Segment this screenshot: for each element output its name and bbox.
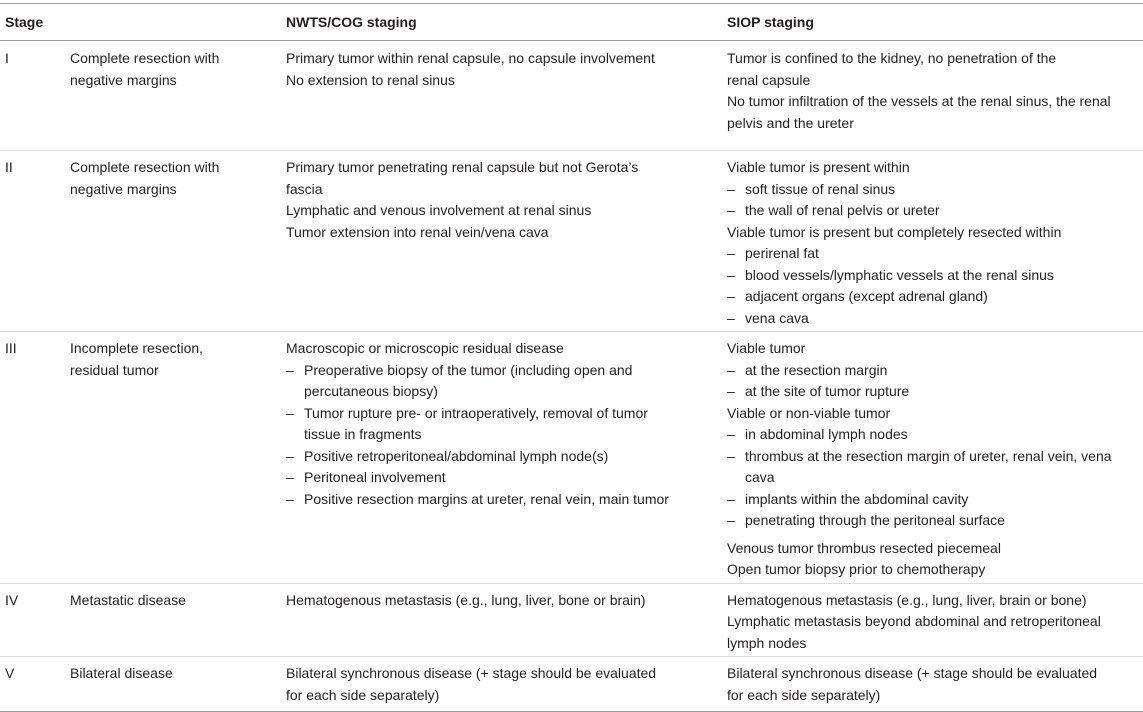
stage-number: III [5,340,17,356]
dash-icon: – [727,266,735,283]
text-line: Tumor is confined to the kidney, no penetration of the [727,50,1057,66]
bullet-item: – at the resection margin [727,360,1143,382]
bullet-item: – Tumor rupture pre- or intraoperatively, removal of tumor tissue in fragments [286,403,727,446]
header-nwts: NWTS/COG staging [286,14,417,30]
nwts-cell [285,151,727,332]
table-row [0,657,1143,712]
stage-number: V [5,665,15,681]
text-line: Lymphatic and venous involvement at renal sinus [286,202,592,218]
text-line: Viable tumor is present within [727,159,910,175]
stage-number: I [5,50,9,66]
text-line: Primary tumor penetrating renal capsule but not Gerota’s [286,159,639,175]
nwts-cell [285,657,727,712]
text-line: Bilateral disease [70,665,173,681]
text-line: Open tumor biopsy prior to chemotherapy [727,561,986,577]
bullet-item: – Preoperative biopsy of the tumor (including open and percutaneous biopsy) [286,360,727,403]
dash-icon: – [286,490,294,507]
text-line: fascia [286,180,323,197]
siop-cell [727,151,1143,332]
nwts-cell [285,332,727,584]
dash-icon: – [727,202,735,218]
text-line: No extension to renal sinus [286,71,455,88]
dash-icon: – [727,383,735,399]
dash-icon: – [727,309,735,326]
stage-description [66,657,285,712]
nwts-cell [285,583,727,657]
text-line: Metastatic disease [70,591,186,608]
dash-icon: – [727,490,735,507]
dash-icon: – [286,361,294,378]
text-line: lymph nodes [727,634,807,651]
stage-description [66,583,285,657]
siop-cell [727,583,1143,657]
text-line: Tumor extension into renal vein/vena cava [286,223,549,240]
bullet-item: – blood vessels/lymphatic vessels at the renal sinus [727,265,1143,287]
text-line: Complete resection with [70,159,220,175]
dash-icon: – [727,180,735,197]
text-line: Hematogenous metastasis (e.g., lung, liver, brain or bone) [727,591,1087,608]
text-line: pelvis and the ureter [727,114,854,131]
bullet-item: – Peritoneal involvement [286,467,727,489]
dash-icon: – [727,447,735,464]
dash-icon: – [727,426,735,442]
text-line: Viable tumor [727,340,806,356]
text-line: Bilateral synchronous disease (+ stage should be evaluated [286,665,657,681]
text-line: Venous tumor thrombus resected piecemeal [727,539,1001,556]
bullet-item: – at the site of tumor rupture [727,381,1143,403]
table-row [0,332,1143,584]
dash-icon: – [727,288,735,304]
bullet-item: – Positive retroperitoneal/abdominal lymph node(s) [286,446,727,468]
text-line: renal capsule [727,71,811,88]
text-line: No tumor infiltration of the vessels at the renal sinus, the renal [727,93,1111,109]
text-line: Viable or non-viable tumor [727,404,891,421]
stage-number: IV [5,591,19,608]
bullet-item: – vena cava [727,308,1143,330]
text-line: for each side separately) [727,686,881,703]
text-line: Primary tumor within renal capsule, no capsule involvement [286,50,655,66]
bullet-item: – penetrating through the peritoneal surface [727,510,1143,532]
text-line: negative margins [70,71,177,88]
header-siop: SIOP staging [727,14,814,30]
text-line: Incomplete resection, [70,340,204,356]
dash-icon: – [286,404,294,421]
siop-cell [727,41,1143,151]
siop-cell [727,332,1143,584]
header-row [0,4,1143,41]
bullet-item: – perirenal fat [727,243,1143,265]
staging-table [0,3,1143,712]
text-line: Bilateral synchronous disease (+ stage should be evaluated [727,665,1098,681]
siop-cell [727,657,1143,712]
dash-icon: – [727,361,735,378]
text-line: Hematogenous metastasis (e.g., lung, liver, bone or brain) [286,591,646,608]
table-row [0,583,1143,657]
nwts-cell [285,41,727,151]
bullet-item: – adjacent organs (except adrenal gland) [727,286,1143,308]
text-line: Lymphatic metastasis beyond abdominal and retroperitoneal [727,613,1101,629]
dash-icon: – [286,447,294,464]
bullet-item: – in abdominal lymph nodes [727,424,1143,446]
bullet-item: – thrombus at the resection margin of ureter, renal vein, vena cava [727,446,1143,489]
text-line: negative margins [70,180,177,197]
text-line: residual tumor [70,361,159,378]
bullet-item: – the wall of renal pelvis or ureter [727,200,1143,222]
text-line: for each side separately) [286,686,440,703]
stage-description [66,332,285,584]
text-line: Complete resection with [70,50,220,66]
bullet-item: – Positive resection margins at ureter, renal vein, main tumor [286,489,727,511]
header-stage: Stage [5,14,44,30]
stage-description [66,151,285,332]
dash-icon: – [286,469,294,485]
dash-icon: – [727,245,735,261]
bullet-item: – soft tissue of renal sinus [727,179,1143,201]
table-row [0,151,1143,332]
text-line: Viable tumor is present but completely resected within [727,223,1062,240]
stage-number: II [5,159,13,175]
dash-icon: – [727,512,735,528]
table-row [0,41,1143,151]
stage-description [66,41,285,151]
text-line: Macroscopic or microscopic residual disease [286,340,564,356]
bullet-item: – implants within the abdominal cavity [727,489,1143,511]
